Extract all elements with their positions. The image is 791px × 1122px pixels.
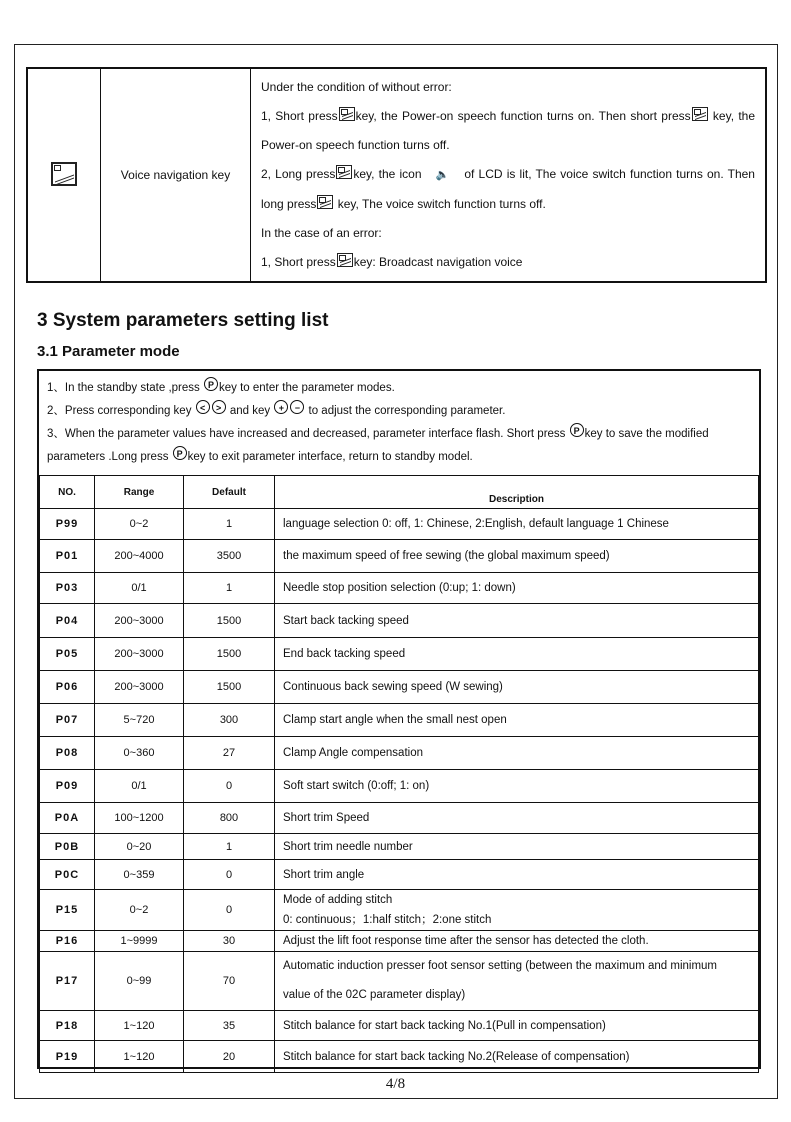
description-line: End back tacking speed	[283, 648, 406, 660]
voice-key-icon	[317, 195, 333, 209]
cell-default: 0	[184, 860, 275, 890]
cell-no: P05	[40, 638, 95, 671]
table-row	[40, 890, 759, 931]
table-row	[40, 931, 759, 952]
cell-range: 1~120	[95, 1041, 184, 1073]
description-line: Short trim needle number	[283, 840, 413, 853]
cell-default: 70	[184, 952, 275, 1011]
voice-key-line: 2, Long press key, the icon 🔈 of LCD is lit, The voice switch function turns on. Then	[261, 167, 755, 181]
description-line: Stitch balance for start back tacking No.1(Pull in compensation)	[283, 1019, 606, 1032]
voice-key-icon	[692, 107, 708, 121]
instruction-line-1: 1、In the standby state ,press P key to enter the parameter modes.	[47, 377, 751, 400]
cell-range: 0~359	[95, 860, 184, 890]
parameter-table-header	[40, 476, 759, 509]
left-key-icon: <	[196, 400, 210, 414]
speaker-icon: 🔈	[435, 169, 451, 181]
page-bottom-rule	[14, 1098, 778, 1099]
cell-no: P08	[40, 737, 95, 770]
instruction-line-2: 2、Press corresponding key < > and key + − to adjust the corresponding parameter.	[47, 400, 751, 423]
table-row	[40, 638, 759, 671]
table-row	[40, 834, 759, 860]
cell-default: 0	[184, 770, 275, 803]
description-line: Short trim angle	[283, 868, 365, 881]
header-no: NO.	[40, 476, 95, 509]
cell-range: 0~360	[95, 737, 184, 770]
cell-no: P17	[40, 952, 95, 1011]
cell-description	[275, 540, 759, 573]
cell-description	[275, 890, 759, 931]
description-line: Automatic induction presser foot sensor setting (between the maximum and minimum	[283, 960, 718, 972]
cell-no: P0A	[40, 803, 95, 834]
cell-no: P06	[40, 671, 95, 704]
cell-default: 30	[184, 931, 275, 952]
cell-no: P07	[40, 704, 95, 737]
page-top-rule	[14, 44, 778, 45]
cell-range: 0~99	[95, 952, 184, 1011]
description-line: Short trim Speed	[283, 812, 370, 824]
cell-default: 1	[184, 834, 275, 860]
cell-description	[275, 1041, 759, 1073]
description-line: Adjust the lift foot response time after the sensor has detected the cloth.	[283, 935, 649, 947]
cell-no: P18	[40, 1011, 95, 1041]
cell-range: 200~3000	[95, 671, 184, 704]
cell-no: P04	[40, 604, 95, 638]
instruction-line-3: 3、When the parameter values have increased and decreased, parameter interface flash. Short press P key to save the modified	[47, 423, 751, 446]
table-row	[40, 860, 759, 890]
description-line: Clamp start angle when the small nest open	[283, 714, 507, 726]
description-line: Soft start switch (0:off; 1: on)	[283, 780, 430, 792]
voice-key-line: 1, Short press key: Broadcast navigation voice	[261, 255, 523, 269]
table-row	[40, 1011, 759, 1041]
cell-range: 0~2	[95, 890, 184, 931]
cell-default: 27	[184, 737, 275, 770]
cell-no: P03	[40, 573, 95, 604]
description-line: the maximum speed of free sewing (the global maximum speed)	[283, 550, 610, 562]
cell-default: 3500	[184, 540, 275, 573]
voice-key-line: 1, Short press key, the Power-on speech function turns on. Then short press key, the	[261, 109, 756, 123]
cell-default: 1500	[184, 604, 275, 638]
description-line: Continuous back sewing speed (W sewing)	[283, 681, 503, 693]
cell-description	[275, 704, 759, 737]
cell-range: 1~120	[95, 1011, 184, 1041]
table-row	[40, 573, 759, 604]
page-left-rule	[14, 44, 15, 1099]
cell-description	[275, 1011, 759, 1041]
p-key-icon: P	[570, 423, 584, 437]
cell-no: P01	[40, 540, 95, 573]
table-row	[40, 704, 759, 737]
voice-key-icon	[336, 165, 352, 179]
cell-description	[275, 931, 759, 952]
cell-description	[275, 952, 759, 1011]
table-row	[40, 604, 759, 638]
voice-key-line: Under the condition of without error:	[261, 80, 452, 94]
voice-key-line: Power-on speech function turns off.	[261, 138, 450, 152]
cell-no: P0C	[40, 860, 95, 890]
table-row	[40, 770, 759, 803]
description-line: Needle stop position selection (0:up; 1: down)	[283, 582, 516, 594]
cell-default: 35	[184, 1011, 275, 1041]
cell-no: P09	[40, 770, 95, 803]
header-default: Default	[184, 476, 275, 509]
right-key-icon: >	[212, 400, 226, 414]
description-line: value of the 02C parameter display)	[283, 989, 466, 1001]
page-right-rule	[777, 44, 778, 1099]
voice-key-icon	[339, 107, 355, 121]
cell-no: P19	[40, 1041, 95, 1073]
voice-key-description	[251, 68, 767, 282]
cell-no: P99	[40, 509, 95, 540]
parameter-mode-box	[37, 369, 761, 1069]
table-row	[40, 952, 759, 1011]
cell-description	[275, 671, 759, 704]
cell-description	[275, 860, 759, 890]
cell-description	[275, 604, 759, 638]
voice-navigation-key-icon	[51, 162, 77, 186]
plus-key-icon: +	[274, 400, 288, 414]
section-title: 3 System parameters setting list	[37, 310, 329, 331]
table-row	[40, 737, 759, 770]
table-row	[40, 803, 759, 834]
cell-description	[275, 770, 759, 803]
parameter-table	[39, 475, 759, 1073]
cell-default: 800	[184, 803, 275, 834]
cell-range: 200~4000	[95, 540, 184, 573]
header-description: Description	[275, 476, 759, 509]
table-row	[40, 1041, 759, 1073]
instructions	[47, 377, 751, 469]
cell-no: P0B	[40, 834, 95, 860]
voice-key-name: Voice navigation key	[101, 68, 251, 282]
table-row	[40, 509, 759, 540]
description-line: Start back tacking speed	[283, 614, 409, 627]
cell-range: 100~1200	[95, 803, 184, 834]
cell-range: 0~20	[95, 834, 184, 860]
instruction-line-4: parameters .Long press P key to exit parameter interface, return to standby model.	[47, 446, 751, 469]
cell-range: 200~3000	[95, 638, 184, 671]
cell-range: 0/1	[95, 573, 184, 604]
cell-default: 1500	[184, 638, 275, 671]
description-line: Mode of adding stitch	[283, 894, 393, 906]
voice-key-line: long press key, The voice switch function turns off.	[261, 197, 546, 211]
cell-default: 1	[184, 509, 275, 540]
voice-key-icon	[337, 253, 353, 267]
p-key-icon: P	[204, 377, 218, 391]
cell-default: 300	[184, 704, 275, 737]
cell-range: 0/1	[95, 770, 184, 803]
cell-default: 1	[184, 573, 275, 604]
table-row	[40, 540, 759, 573]
p-key-icon: P	[173, 446, 187, 460]
cell-description	[275, 803, 759, 834]
cell-default: 0	[184, 890, 275, 931]
minus-key-icon: −	[290, 400, 304, 414]
description-line: 0: continuous；1:half stitch；2:one stitch	[283, 914, 492, 926]
cell-description	[275, 638, 759, 671]
cell-description	[275, 834, 759, 860]
cell-range: 1~9999	[95, 931, 184, 952]
cell-range: 200~3000	[95, 604, 184, 638]
page-number: 4/8	[385, 1076, 406, 1092]
voice-key-icon-cell	[27, 68, 101, 282]
cell-range: 5~720	[95, 704, 184, 737]
voice-key-table	[26, 67, 767, 283]
table-row	[40, 671, 759, 704]
description-line: Stitch balance for start back tacking No.2(Release of compensation)	[283, 1050, 630, 1063]
cell-no: P15	[40, 890, 95, 931]
cell-range: 0~2	[95, 509, 184, 540]
description-line: Clamp Angle compensation	[283, 747, 423, 759]
cell-default: 20	[184, 1041, 275, 1073]
voice-key-line: In the case of an error:	[261, 226, 382, 240]
cell-description	[275, 509, 759, 540]
cell-no: P16	[40, 931, 95, 952]
description-line: language selection 0: off, 1: Chinese, 2:English, default language 1 Chinese	[283, 518, 669, 530]
cell-description	[275, 737, 759, 770]
cell-description	[275, 573, 759, 604]
cell-default: 1500	[184, 671, 275, 704]
header-range: Range	[95, 476, 184, 509]
subsection-title: 3.1 Parameter mode	[37, 343, 180, 360]
